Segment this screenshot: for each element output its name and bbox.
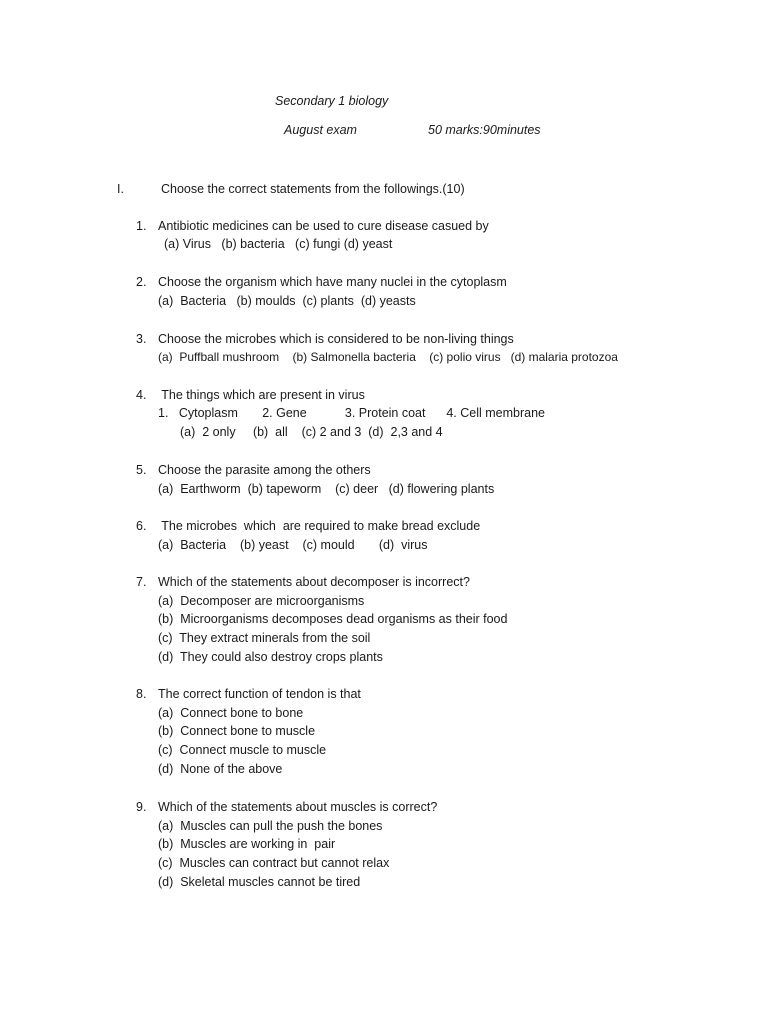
section-numeral: I. (117, 182, 124, 196)
question-text: Which of the statements about decomposer is incorrect? (158, 575, 470, 589)
option-d: (d) They could also destroy crops plants (158, 650, 383, 664)
course-title: Secondary 1 biology (275, 94, 389, 108)
option-b: (b) Muscles are working in pair (158, 837, 336, 851)
question-number: 8. (136, 687, 147, 701)
question-number: 9. (136, 800, 147, 814)
option-d: (d) None of the above (158, 762, 283, 776)
question-text: The things which are present in virus (158, 388, 365, 402)
question-text: Antibiotic medicines can be used to cure disease casued by (158, 219, 489, 233)
question-items: 1. Cytoplasm 2. Gene 3. Protein coat 4. Cell membrane (158, 406, 545, 420)
question-number: 7. (136, 575, 147, 589)
exam-marks: 50 marks:90minutes (428, 123, 541, 137)
question-text: Which of the statements about muscles is correct? (158, 800, 438, 814)
question-text: Choose the microbes which is considered to be non-living things (158, 332, 514, 346)
question-number: 6. (136, 519, 147, 533)
question-options: (a) Earthworm (b) tapeworm (c) deer (d) flowering plants (158, 482, 495, 496)
question-options: (a) Bacteria (b) yeast (c) mould (d) virus (158, 538, 428, 552)
question-number: 1. (136, 219, 147, 233)
question-number: 5. (136, 463, 147, 477)
exam-name: August exam (284, 123, 357, 137)
question-text: The correct function of tendon is that (158, 687, 361, 701)
option-b: (b) Microorganisms decomposes dead organisms as their food (158, 612, 508, 626)
option-c: (c) Muscles can contract but cannot relax (158, 856, 390, 870)
question-text: The microbes which are required to make bread exclude (158, 519, 481, 533)
question-text: Choose the parasite among the others (158, 463, 371, 477)
option-c: (c) Connect muscle to muscle (158, 743, 327, 757)
option-a: (a) Decomposer are microorganisms (158, 594, 365, 608)
section-instruction: Choose the correct statements from the followings.(10) (161, 182, 465, 196)
question-options: (a) 2 only (b) all (c) 2 and 3 (d) 2,3 and 4 (180, 425, 443, 439)
question-options: (a) Bacteria (b) moulds (c) plants (d) yeasts (158, 294, 416, 308)
question-number: 4. (136, 388, 147, 402)
option-b: (b) Connect bone to muscle (158, 724, 316, 738)
option-d: (d) Skeletal muscles cannot be tired (158, 875, 361, 889)
option-a: (a) Connect bone to bone (158, 706, 304, 720)
question-text: Choose the organism which have many nuclei in the cytoplasm (158, 275, 507, 289)
question-number: 3. (136, 332, 147, 346)
option-a: (a) Muscles can pull the push the bones (158, 819, 383, 833)
option-c: (c) They extract minerals from the soil (158, 631, 371, 645)
question-options: (a) Virus (b) bacteria (c) fungi (d) yeast (164, 237, 393, 251)
question-number: 2. (136, 275, 147, 289)
question-options: (a) Puffball mushroom (b) Salmonella bacteria (c) polio virus (d) malaria protozoa (158, 350, 618, 364)
